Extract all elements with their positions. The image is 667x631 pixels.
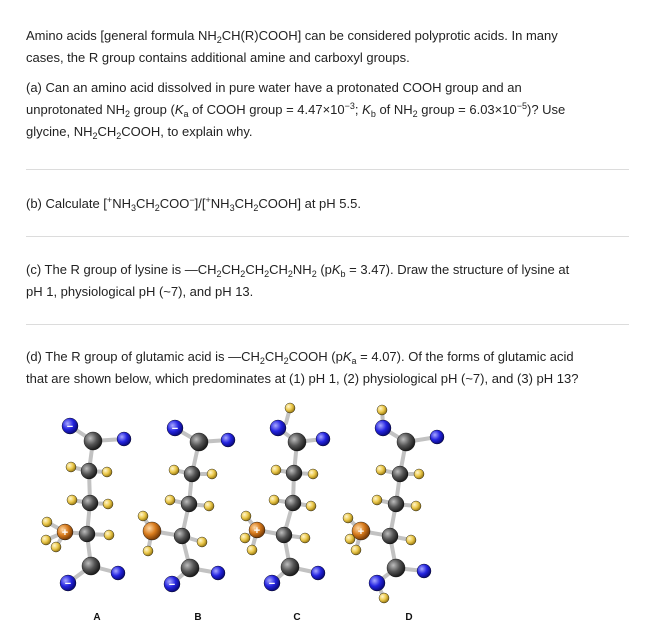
- hydrogen-atom: [102, 467, 112, 477]
- oxygen-atom: [117, 432, 131, 446]
- oxygen-atom: [369, 575, 385, 591]
- carbon-atom: [286, 465, 302, 481]
- carbon-atom: [181, 559, 199, 577]
- hydrogen-atom: [377, 405, 387, 415]
- hydrogen-atom: [165, 495, 175, 505]
- molecule-b-atoms: [138, 420, 235, 592]
- molecule-c-bonds: [245, 408, 323, 583]
- charge-plus: +: [61, 527, 69, 539]
- question-d-line-2: that are shown below, which predominates at (1) pH 1, (2) physiological pH (~7), and (3) pH 13?: [26, 371, 579, 386]
- carbon-atom: [387, 559, 405, 577]
- carbon-atom: [285, 495, 301, 511]
- hydrogen-atom: [372, 495, 382, 505]
- question-a-line-2: unprotonated $NH_2$ group ($K_a$ of COOH group = $4.47\times 10^{-3}$; $K_b$ of $NH_2$ group = $6.03\times 10^{-5}$)? Use: [26, 101, 566, 119]
- molecule-d-label: D: [405, 612, 413, 623]
- divider-a: [26, 169, 629, 170]
- hydrogen-atom: [104, 530, 114, 540]
- carbon-atom: [79, 526, 95, 542]
- oxygen-atom: [270, 420, 286, 436]
- question-d: [26, 346, 638, 390]
- question-d-line-1: (d) The R group of glutamic acid is $—CH_2CH_2COOH$ $(pK_a = 4.07)$. Of the forms of glutamic acid: [26, 349, 574, 366]
- molecule-d: [343, 405, 444, 623]
- nitrogen-atom: [143, 522, 161, 540]
- divider-b: [26, 236, 629, 237]
- hydrogen-atom: [343, 513, 353, 523]
- hydrogen-atom: [197, 537, 207, 547]
- hydrogen-atom: [51, 542, 61, 552]
- carbon-atom: [82, 495, 98, 511]
- question-c: [26, 259, 638, 303]
- hydrogen-atom: [207, 469, 217, 479]
- carbon-atom: [82, 557, 100, 575]
- carbon-atom: [181, 496, 197, 512]
- carbon-atom: [388, 496, 404, 512]
- hydrogen-atom: [42, 517, 52, 527]
- intro-line-2: cases, the R group contains additional amine and carboxyl groups.: [26, 50, 410, 65]
- carbon-atom: [276, 527, 292, 543]
- carbon-atom: [84, 432, 102, 450]
- carbon-atom: [392, 466, 408, 482]
- hydrogen-atom: [241, 511, 251, 521]
- question-b-line-1: (b) Calculate $[^+NH_3CH_2COO^-]/[^+NH_3CH_2COOH]$ at pH 5.5.: [26, 195, 361, 213]
- hydrogen-atom: [169, 465, 179, 475]
- oxygen-atom: [311, 566, 325, 580]
- intro-line-1: Amino acids [general formula $NH_2CH(R)COOH$] can be considered polyprotic acids. In many: [26, 28, 558, 45]
- hydrogen-atom: [204, 501, 214, 511]
- hydrogen-atom: [285, 403, 295, 413]
- charge-minus: −: [64, 578, 72, 590]
- hydrogen-atom: [411, 501, 421, 511]
- carbon-atom: [397, 433, 415, 451]
- oxygen-atom: [111, 566, 125, 580]
- oxygen-atom: [316, 432, 330, 446]
- oxygen-atom: [417, 564, 431, 578]
- molecule-c-label: C: [293, 612, 301, 623]
- oxygen-atom: [211, 566, 225, 580]
- hydrogen-atom: [240, 533, 250, 543]
- divider-c: [26, 324, 629, 325]
- hydrogen-atom: [103, 499, 113, 509]
- hydrogen-atom: [351, 545, 361, 555]
- hydrogen-atom: [41, 535, 51, 545]
- question-a-line-3: glycine, $NH_2CH_2COOH$, to explain why.: [26, 124, 253, 141]
- hydrogen-atom: [414, 469, 424, 479]
- hydrogen-atom: [308, 469, 318, 479]
- carbon-atom: [81, 463, 97, 479]
- molecule-b: [138, 420, 235, 623]
- carbon-atom: [190, 433, 208, 451]
- molecule-a: [41, 418, 131, 623]
- carbon-atom: [281, 558, 299, 576]
- question-b: [26, 193, 638, 215]
- charge-minus: −: [168, 579, 176, 591]
- question-a-line-1: (a) Can an amino acid dissolved in pure water have a protonated COOH group and an: [26, 80, 522, 95]
- hydrogen-atom: [376, 465, 386, 475]
- question-c-line-1: (c) The R group of lysine is $—CH_2CH_2CH_2CH_2NH_2$ $(pK_b = 3.47)$. Draw the structure of lysine at: [26, 262, 570, 279]
- hydrogen-atom: [306, 501, 316, 511]
- hydrogen-atom: [66, 462, 76, 472]
- molecule-a-atoms: [41, 418, 131, 591]
- hydrogen-atom: [67, 495, 77, 505]
- molecule-d-charges: [358, 526, 364, 538]
- hydrogen-atom: [271, 465, 281, 475]
- hydrogen-atom: [247, 545, 257, 555]
- charge-minus: −: [268, 578, 276, 590]
- oxygen-atom: [221, 433, 235, 447]
- intro-paragraph: [26, 25, 638, 69]
- oxygen-atom: [375, 420, 391, 436]
- hydrogen-atom: [138, 511, 148, 521]
- question-a: [26, 77, 638, 143]
- carbon-atom: [288, 433, 306, 451]
- hydrogen-atom: [143, 546, 153, 556]
- charge-plus: +: [357, 526, 365, 538]
- hydrogen-atom: [379, 593, 389, 603]
- carbon-atom: [174, 528, 190, 544]
- hydrogen-atom: [269, 495, 279, 505]
- charge-minus: −: [66, 421, 74, 433]
- molecule-a-label: A: [93, 612, 101, 623]
- hydrogen-atom: [300, 533, 310, 543]
- hydrogen-atom: [406, 535, 416, 545]
- molecule-b-label: B: [194, 612, 202, 623]
- oxygen-atom: [430, 430, 444, 444]
- molecule-b-charges: [169, 423, 178, 591]
- charge-plus: +: [253, 525, 261, 537]
- question-c-line-2: pH 1, physiological pH (~7), and pH 13.: [26, 284, 254, 299]
- charge-minus: −: [171, 423, 179, 435]
- molecule-a-charges: [62, 421, 73, 590]
- glutamic-acid-forms-figure: [0, 390, 667, 631]
- carbon-atom: [382, 528, 398, 544]
- molecule-c: [240, 403, 330, 623]
- carbon-atom: [184, 466, 200, 482]
- molecule-c-atoms: [240, 403, 330, 591]
